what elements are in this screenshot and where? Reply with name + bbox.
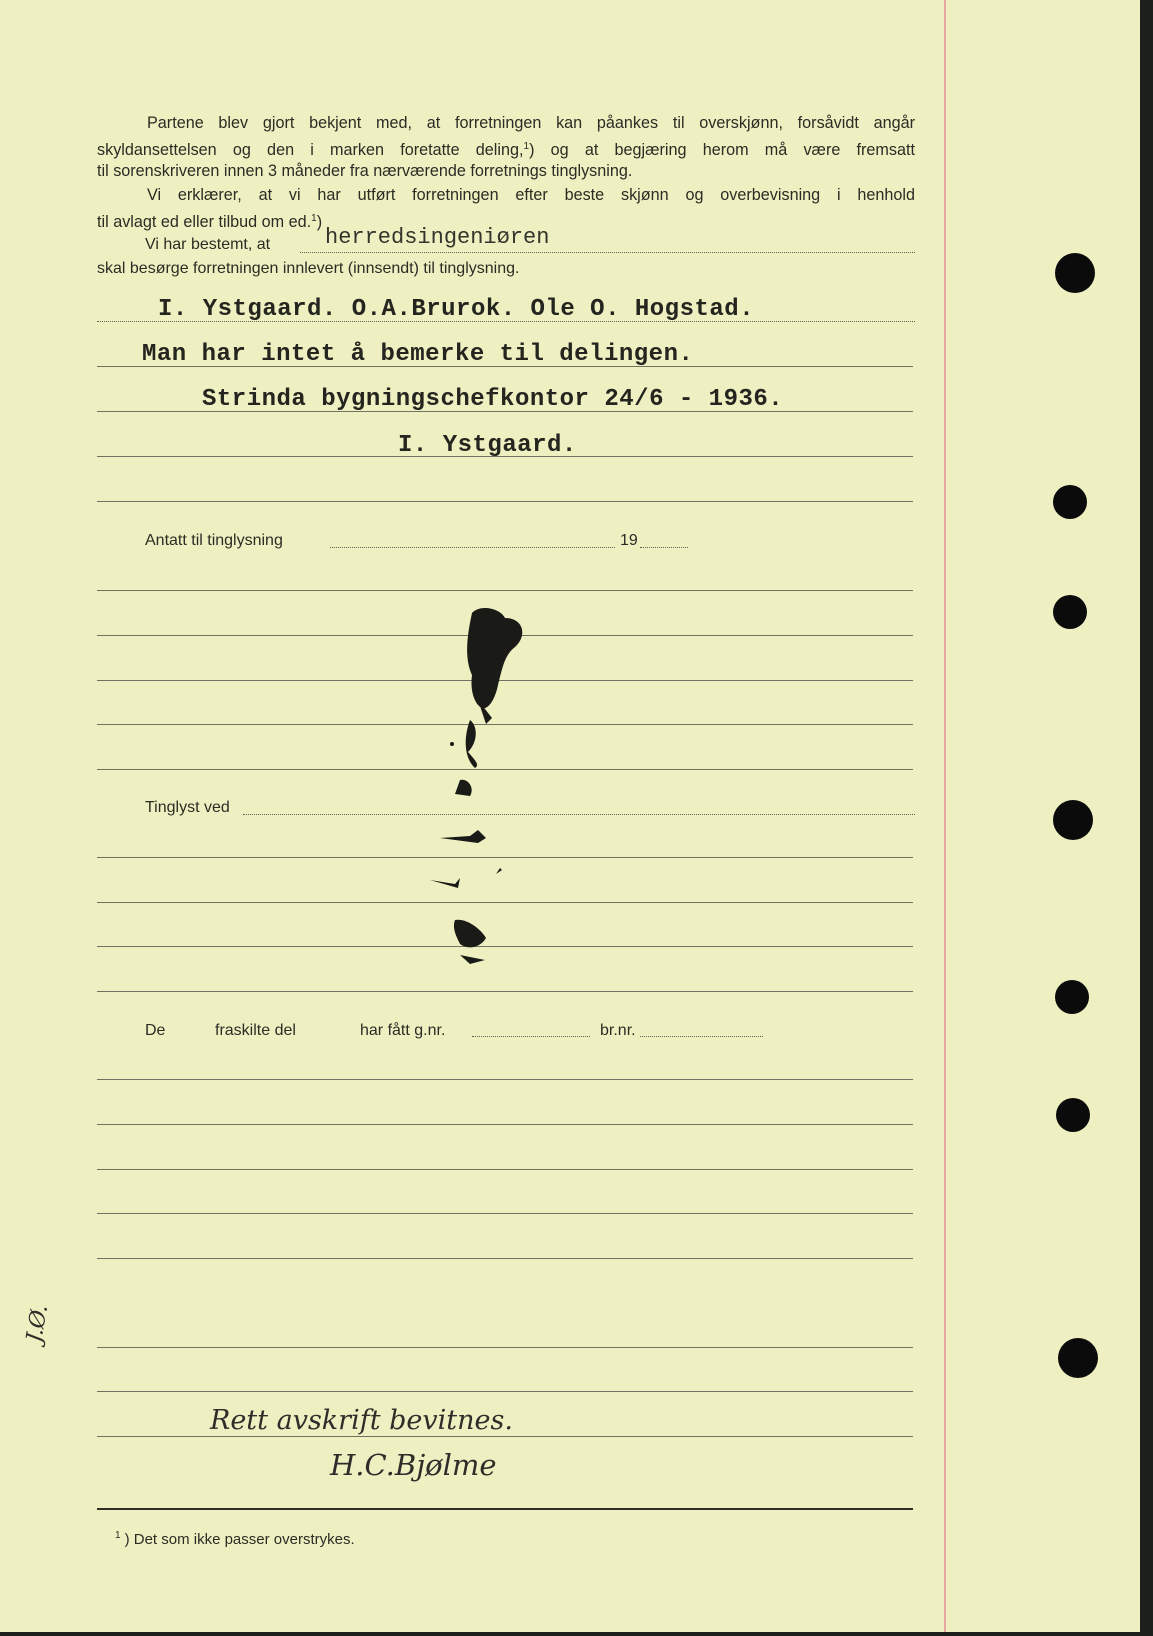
- handwritten-signature: H.C.Bjølme: [330, 1448, 497, 1482]
- typed-signers: I. Ystgaard. O.A.Brurok. Ole O. Hogstad.: [158, 296, 755, 323]
- fraskilte-label: fraskilte del: [215, 1022, 296, 1039]
- typed-place-date: Strinda bygningschefkontor 24/6 - 1936.: [202, 386, 784, 413]
- footnote: $^1$ ) Det som ikke passer overstrykes.: [115, 1530, 355, 1548]
- text: Partene blev gjort bekjent med, at forretningen kan påankes til overskjønn, forsåvidt angår: [147, 114, 915, 132]
- text: Vi erklærer, at vi har utført forretningen efter beste skjønn og overbevisning i henhold: [147, 186, 915, 204]
- typed-signature: I. Ystgaard.: [398, 432, 577, 459]
- text: til avlagt ed eller tilbud om ed.: [97, 213, 312, 231]
- de-label: De: [145, 1022, 166, 1039]
- footnote-text: Det som ikke passer overstrykes.: [133, 1531, 355, 1548]
- text: skyldansettelsen og den i marken foretatte deling,: [97, 141, 524, 159]
- typed-remark: Man har intet å bemerke til delingen.: [142, 341, 694, 368]
- text: til sorenskriveren innen 3 måneder fra nærværende forretnings tinglysning.: [97, 162, 633, 180]
- handwritten-margin-initials: J.Ø.: [22, 1302, 54, 1345]
- year-prefix: 19: [620, 532, 638, 549]
- footnote-mark: 1: [115, 1530, 121, 1541]
- handwritten-certification: Rett avskrift bevitnes.: [210, 1405, 513, 1436]
- footnote-ref: 1: [523, 141, 530, 152]
- brnr-label: br.nr.: [600, 1022, 636, 1039]
- assignee-value: herredsingeniøren: [325, 225, 550, 250]
- footnote-ref: 1: [311, 213, 317, 224]
- text: ) og at begjæring herom må være fremsatt: [529, 141, 915, 159]
- text: ): [316, 213, 323, 231]
- antatt-label: Antatt til tinglysning: [145, 532, 283, 549]
- submission-text: skal besørge forretningen innlevert (innsendt) til tinglysning.: [97, 260, 520, 277]
- gnr-label: har fått g.nr.: [360, 1022, 446, 1039]
- tinglyst-label: Tinglyst ved: [145, 799, 230, 816]
- assignee-label: Vi har bestemt, at: [145, 236, 271, 253]
